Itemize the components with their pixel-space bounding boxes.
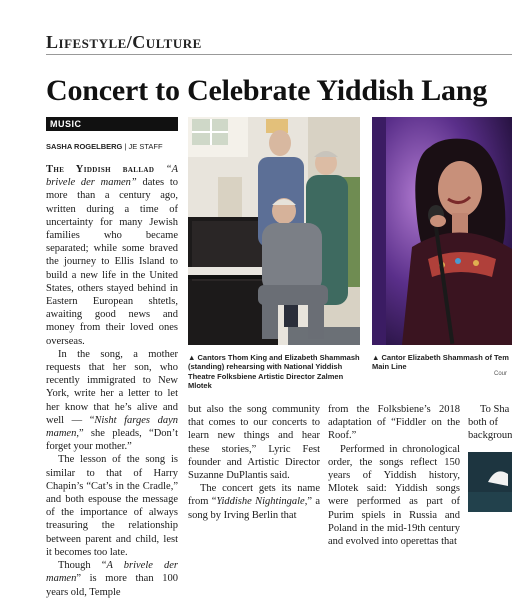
col3-paragraph-2: Performed in chronological order, the songs reflect 150 years of Yiddish history, Mlotek said: Yiddish songs were performed as part of Purim spiels in Russia and Poland in the mid-19th century and evolved into operettas that (328, 443, 460, 548)
singer-photo-credit: Cour (494, 371, 508, 377)
headline: Concert to Celebrate Yiddish Lang (46, 74, 488, 107)
col4-line-2: both of (468, 417, 499, 429)
col2-paragraph-2-text-b: ,” a song by Irving Berlin that (188, 496, 320, 521)
promo-graphic-image (468, 452, 512, 512)
column-1 (46, 163, 178, 599)
column-4 (468, 403, 512, 443)
lead-in: The Yiddish ballad (46, 164, 155, 175)
paragraph-4-text-a: Though “ (58, 560, 107, 572)
col2-paragraph-1: but also the song community that comes to our concerts to learn new things and hear these stories,” Lyric Fest founder and Artistic Director Suzanne DuPlantis said. (188, 404, 320, 482)
col2-paragraph-2-text-a: The concert gets its name from “ (188, 483, 320, 508)
paragraph-2 (46, 348, 178, 454)
paragraph-2-text-a: In the song, a mother requests that her son, who recently immigrated to New York, write her a letter to let her know that he’s alive and well — “ (46, 348, 178, 426)
paragraph-4-text-b: ” is more than 100 years old, Temple (46, 573, 178, 598)
col4-line-1: To Sha (480, 404, 510, 415)
song-title: “A brivele der mamen” (46, 164, 178, 189)
column-3 (328, 403, 460, 548)
rehearsal-photo-image (188, 117, 360, 345)
byline (46, 142, 163, 151)
byline-author: SASHA ROGELBERG (46, 142, 123, 151)
paragraph-1 (46, 163, 178, 348)
rehearsal-photo-caption: ▲ Cantors Thom King and Elizabeth Shammash (standing) rehearsing with National Yiddish Theatre Folksbiene Artistic Director Zalmen Mlotek (188, 353, 360, 391)
col4-line-3: backgroun (468, 430, 512, 442)
rehearsal-photo (188, 117, 360, 345)
paragraph-2-italic: Nisht farges dayn mamen (46, 414, 178, 440)
col2-paragraph-2-italic: Yiddishe Nightingale (216, 496, 305, 508)
col3-paragraph-1: from the Folksbiene’s 2018 adaptation of “Fiddler on the Roof.” (328, 404, 460, 442)
byline-outlet: | JE STAFF (124, 142, 163, 151)
section-rule (46, 54, 512, 55)
paragraph-3: The lesson of the song is similar to that of Harry Chapin’s “Cat’s in the Cradle,” and both espouse the message of the importance of always treasuring the relationship between parent and child, lest it becomes too late. (46, 454, 178, 558)
paragraph-2-text-b: ,” she pleads, “Don’t forget your mother.” (46, 428, 178, 453)
music-tag: MUSIC (50, 119, 82, 129)
paragraph-4 (46, 559, 178, 599)
singer-photo (372, 117, 512, 345)
paragraph-1-text: dates to more than a century ago, written during a time of uncertainty for many Jewish families who became separated; while some braved the journey to Ellis Island to build a new life in the United States, others stayed behind in Eastern European shtetls, awaiting good news and money from their loved ones overseas. (46, 177, 178, 347)
paragraph-4-italic: A brivele der mamen (46, 560, 179, 585)
promo-graphic (468, 452, 512, 512)
col2-paragraph-2 (188, 482, 320, 522)
section-title: Lifestyle/Culture (46, 32, 202, 52)
column-2 (188, 403, 320, 522)
singer-photo-image (372, 117, 512, 345)
singer-photo-caption: ▲ Cantor Elizabeth Shammash of Tem Main Line (372, 353, 509, 372)
